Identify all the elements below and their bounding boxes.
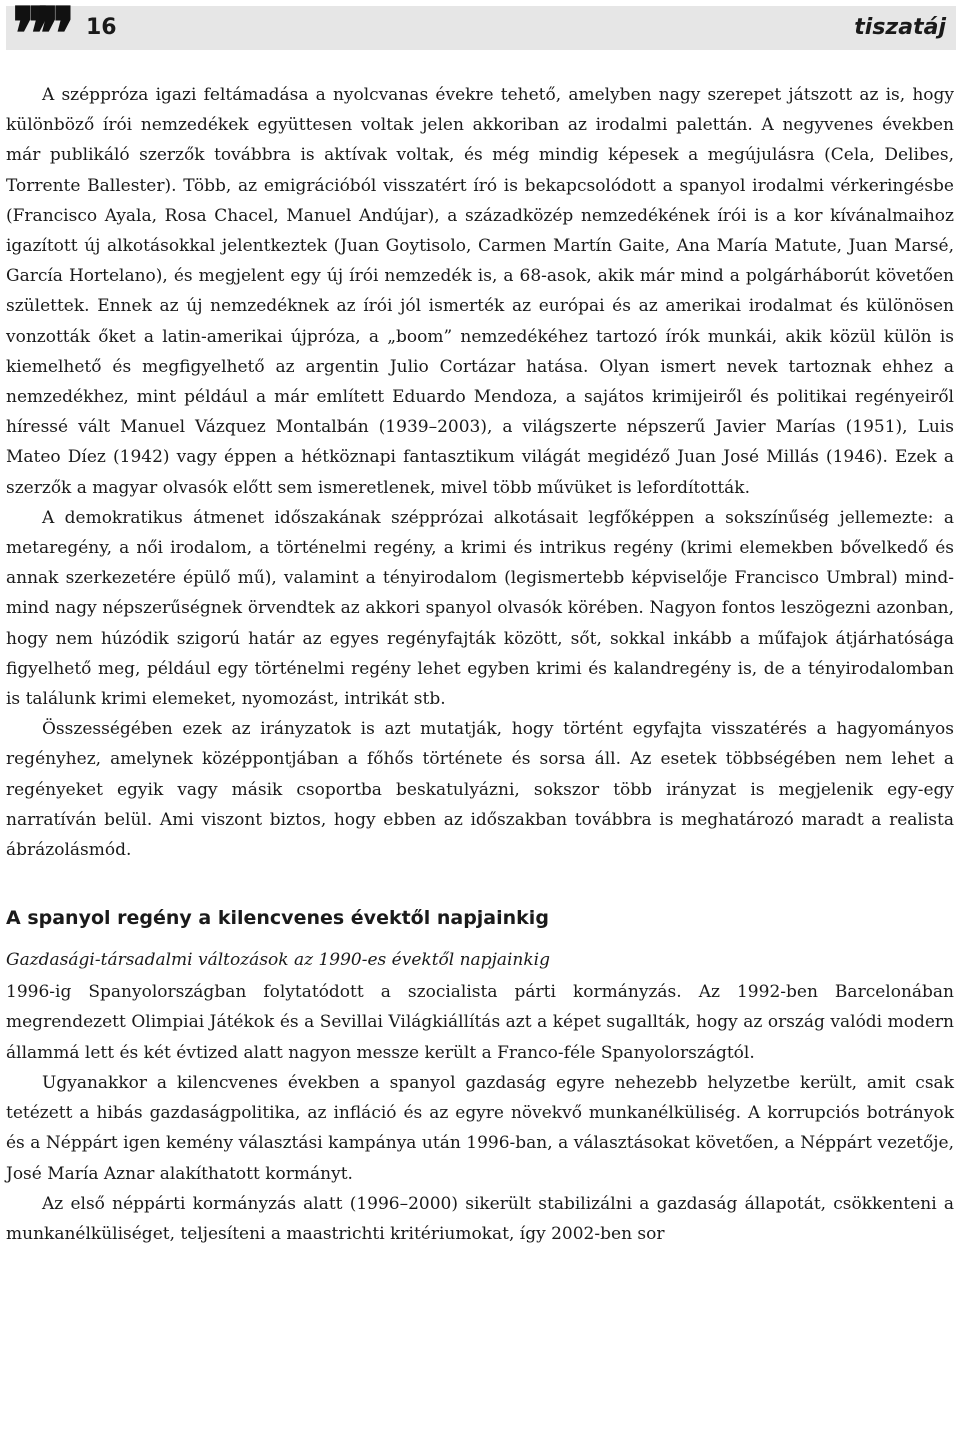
article-body bbox=[6, 80, 954, 1249]
paragraph: Összességében ezek az irányzatok is azt mutatják, hogy történt egyfajta visszatérés a hagyományos regényhez, amelynek középpontjában a főhős története és sorsa áll. Az esetek többségében nem lehet a regényeket egyik vagy másik csoportba beskatulyázni, sokszor több irányzat is megjelenik egy-egy narratíván belül. Ami viszont biztos, hogy ebben az időszakban továbbra is meghatározó maradt a realista ábrázolásmód. bbox=[6, 719, 954, 861]
paragraph: Az első néppárti kormányzás alatt (1996–2000) sikerült stabilizálni a gazdaság állapotát, csökkenteni a munkanélküliséget, teljesíteni a maastrichti kritériumokat, így 2002-ben sor bbox=[6, 1193, 954, 1244]
paragraph: A széppróza igazi feltámadása a nyolcvanas évekre tehető, amelyben nagy szerepet játszott az is, hogy különböző írói nemzedékek együttesen voltak jelen akkoriban az irodalmi palettán. A negyvenes években már publikáló szerzők továbbra is aktívak voltak, és még mindig képesek a megújulásra (Cela, Delibes, Torrente Ballester). Több, az emigrációból visszatért író is bekapcsolódott a spanyol irodalmi vérkeringésbe (Francisco Ayala, Rosa Chacel, Manuel Andújar), a századközép nemzedékének írói is a kor kívánalmaihoz igazított új alkotásokkal jelentkeztek (Juan Goytisolo, Carmen Martín Gaite, Ana María Matute, Juan Marsé, García Hortelano), és megjelent egy új írói nemzedék is, a 68-asok, akik már mind a polgárháborút követően születtek. Ennek az új nemzedéknek az írói jól ismerték az európai és az amerikai irodalmat és különösen vonzották őket a latin-amerikai újpróza, a „boom” nemzedékéhez tartozó írók munkái, akik közül külön is kiemelhető és megfigyelhető az argentin Julio Cortázar hatása. Olyan ismert nevek tartoznak ehhez a nemzedékhez, mint például a már említett Eduardo Mendoza, a sajátos krimijeiről és politikai regényeiről híressé vált Manuel Vázquez Montalbán (1939–2003), a világszerte népszerű Javier Marías (1951), Luis Mateo Díez (1942) vagy éppen a hétköznapi fantasztikum világát megidéző Juan José Millás (1946). Ezek a szerzők a magyar olvasók előtt sem ismeretlenek, mivel több művüket is lefordították. bbox=[6, 85, 954, 498]
quote-mark-icon: ❞❞ bbox=[12, 0, 62, 76]
paragraph: 1996-ig Spanyolországban folytatódott a szocialista párti kormányzás. Az 1992-ben Barcelonában megrendezett Olimpiai Játékok és a Sevillai Világkiállítás azt a képet sugallták, hogy az ország valódi modern állammá lett és két évtized alatt nagyon messze került a Franco-féle Spanyolországtól. bbox=[6, 982, 954, 1063]
journal-title: tiszatáj bbox=[854, 15, 946, 40]
paragraph: Ugyanakkor a kilencvenes években a spanyol gazdaság egyre nehezebb helyzetbe került, amit csak tetézett a hibás gazdaságpolitika, az infláció és az egyre növekvő munkanélküliség. A korrupciós botrányok és a Néppárt igen kemény választási kampánya után 1996-ban, a választásokat követően, a Néppárt vezetője, José María Aznar alakíthatott kormányt. bbox=[6, 1072, 954, 1184]
page-header bbox=[6, 0, 956, 76]
section-heading: A spanyol regény a kilencvenes évektől napjainkig bbox=[6, 907, 549, 930]
paragraph: A demokratikus átmenet időszakának szépprózai alkotásait legfőképpen a sokszínűség jellemezte: a metaregény, a női irodalom, a történelmi regény, a krimi és intrikus regény (krimi elemekben bővelkedő és annak szerkezetére épülő mű), valamint a tényirodalom (legismertebb képviselője Francisco Umbral) mind-mind nagy népszerűségnek örvendtek az akkori spanyol olvasók körében. Nagyon fontos leszögezni azonban, hogy nem húzódik szigorú határ az egyes regényfajták között, sőt, sokkal inkább a műfajok átjárhatósága figyelhető meg, például egy történelmi regény lehet egyben krimi és kalandregény is, de a tényirodalomban is találunk krimi elemeket, nyomozást, intrikát stb. bbox=[6, 507, 954, 710]
page-number: 16 bbox=[86, 15, 117, 40]
subsection-heading: Gazdasági-társadalmi változások az 1990-es évektől napjainkig bbox=[6, 950, 550, 971]
